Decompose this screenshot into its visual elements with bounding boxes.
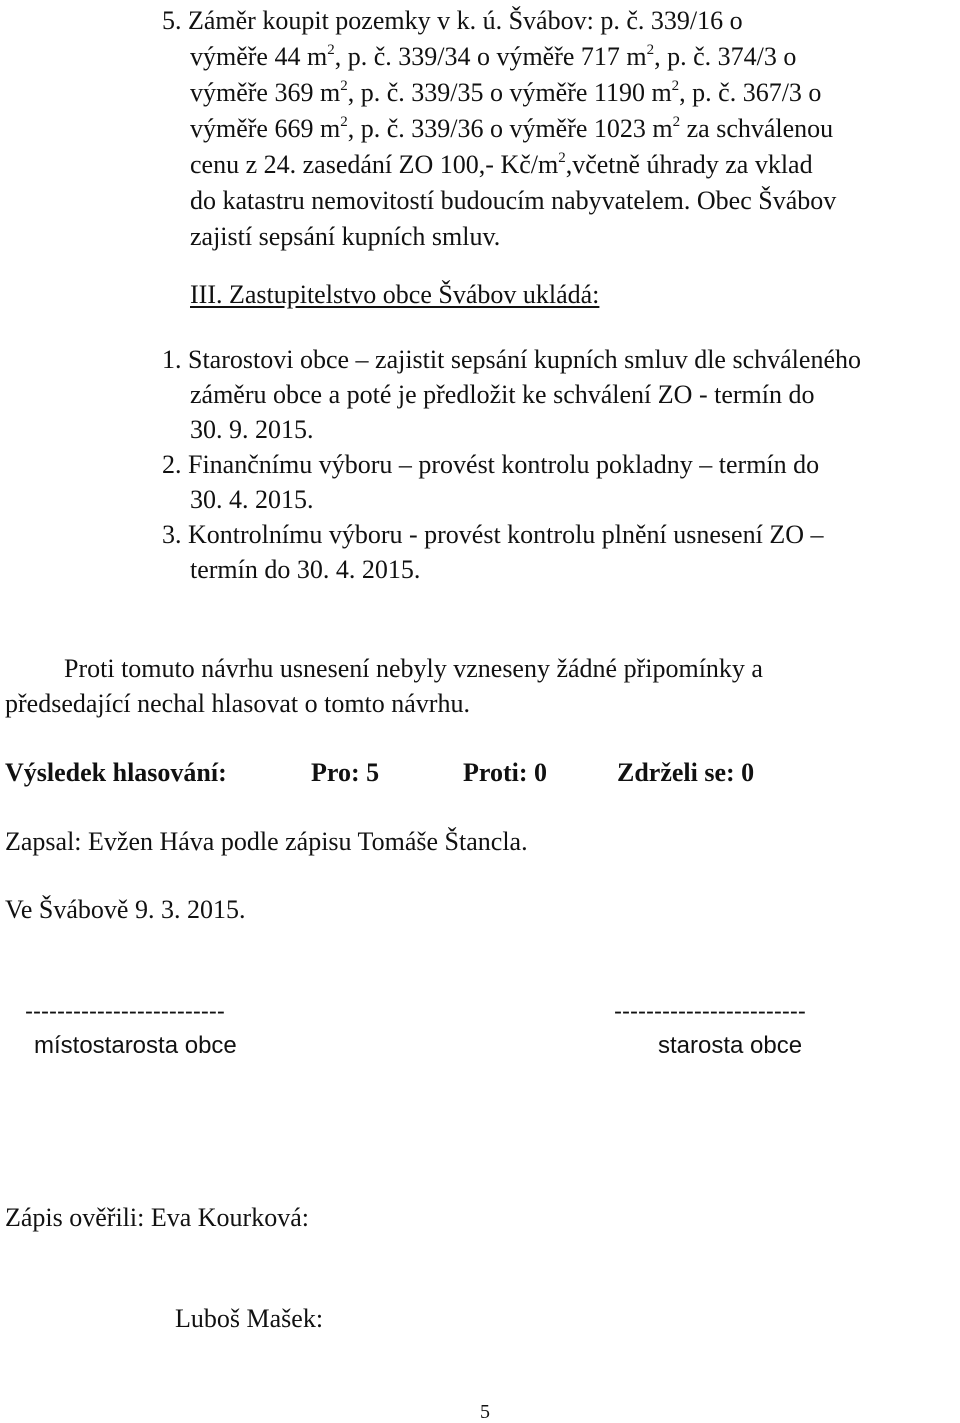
date-place: Ve Švábově 9. 3. 2015. (5, 895, 246, 924)
item5-line2-b: , p. č. 339/34 o výměře 717 m (334, 42, 647, 71)
signature-line-left: ------------------------- (25, 998, 225, 1025)
page-number: 5 (480, 1401, 490, 1423)
item5-line3-c: , p. č. 367/3 o (679, 78, 822, 107)
section3-heading: III. Zastupitelstvo obce Švábov ukládá: (190, 280, 600, 309)
superscript: 2 (340, 114, 348, 130)
objection-line1: Proti tomuto návrhu usnesení nebyly vzneseny žádné připomínky a (64, 654, 763, 683)
item5-line5-a: cenu z 24. zasedání ZO 100,- Kč/m (190, 150, 559, 179)
item5-line6-text: do katastru nemovitostí budoucím nabyvatelem. Obec Švábov (190, 186, 837, 215)
superscript: 2 (340, 78, 348, 94)
item5-line3-b: , p. č. 339/35 o výměře 1190 m (347, 78, 672, 107)
recorded-by: Zapsal: Evžen Háva podle zápisu Tomáše Štancla. (5, 827, 528, 856)
vote-proti: Proti: 0 (463, 758, 547, 787)
task3-line1: 3. Kontrolnímu výboru - provést kontrolu plnění usnesení ZO – (162, 520, 824, 549)
signature-label-left: místostarosta obce (34, 1032, 237, 1059)
verified-by: Zápis ověřili: Eva Kourková: (5, 1203, 309, 1232)
vote-pro: Pro: 5 (311, 758, 380, 787)
item5-line2-c: , p. č. 374/3 o (654, 42, 797, 71)
objection-line2: předsedající nechal hlasovat o tomto návrhu. (5, 689, 470, 718)
superscript: 2 (672, 114, 681, 130)
superscript: 2 (646, 42, 655, 58)
item5-line4-c: za schválenou (680, 114, 834, 143)
item5-line1 (162, 8, 743, 34)
item5-line7 (190, 224, 500, 250)
item5-line4 (190, 116, 833, 142)
task1-line1: 1. Starostovi obce – zajistit sepsání kupních smluv dle schváleného (162, 345, 861, 374)
item5-line4-b: , p. č. 339/36 o výměře 1023 m (347, 114, 673, 143)
item5-line3 (190, 80, 821, 106)
superscript: 2 (671, 78, 680, 94)
item5-line2 (190, 44, 796, 70)
vote-label: Výsledek hlasování: (5, 758, 227, 787)
task2-line1: 2. Finančnímu výboru – provést kontrolu pokladny – termín do (162, 450, 820, 479)
item5-line5 (190, 152, 813, 178)
task1-line2: záměru obce a poté je předložit ke schválení ZO - termín do (190, 380, 815, 409)
verified-second: Luboš Mašek: (175, 1304, 324, 1333)
item5-line4-a: výměře 669 m (190, 114, 341, 143)
superscript: 2 (327, 42, 335, 58)
item5-line2-a: výměře 44 m (190, 42, 328, 71)
signature-label-right: starosta obce (658, 1032, 803, 1059)
item5-line7-text: zajistí sepsání kupních smluv. (190, 222, 501, 251)
task3-line2: termín do 30. 4. 2015. (190, 555, 421, 584)
item5-line1-text: 5. Záměr koupit pozemky v k. ú. Švábov: p. č. 339/16 o (162, 6, 743, 35)
task2-line2: 30. 4. 2015. (190, 485, 314, 514)
item5-line5-b: ,včetně úhrady za vklad (565, 150, 813, 179)
task1-line3: 30. 9. 2015. (190, 415, 314, 444)
superscript: 2 (558, 150, 566, 166)
item5-line3-a: výměře 369 m (190, 78, 341, 107)
item5-line6 (190, 188, 836, 214)
vote-zdrzeli: Zdrželi se: 0 (617, 758, 755, 787)
signature-line-right: ------------------------ (614, 998, 806, 1025)
